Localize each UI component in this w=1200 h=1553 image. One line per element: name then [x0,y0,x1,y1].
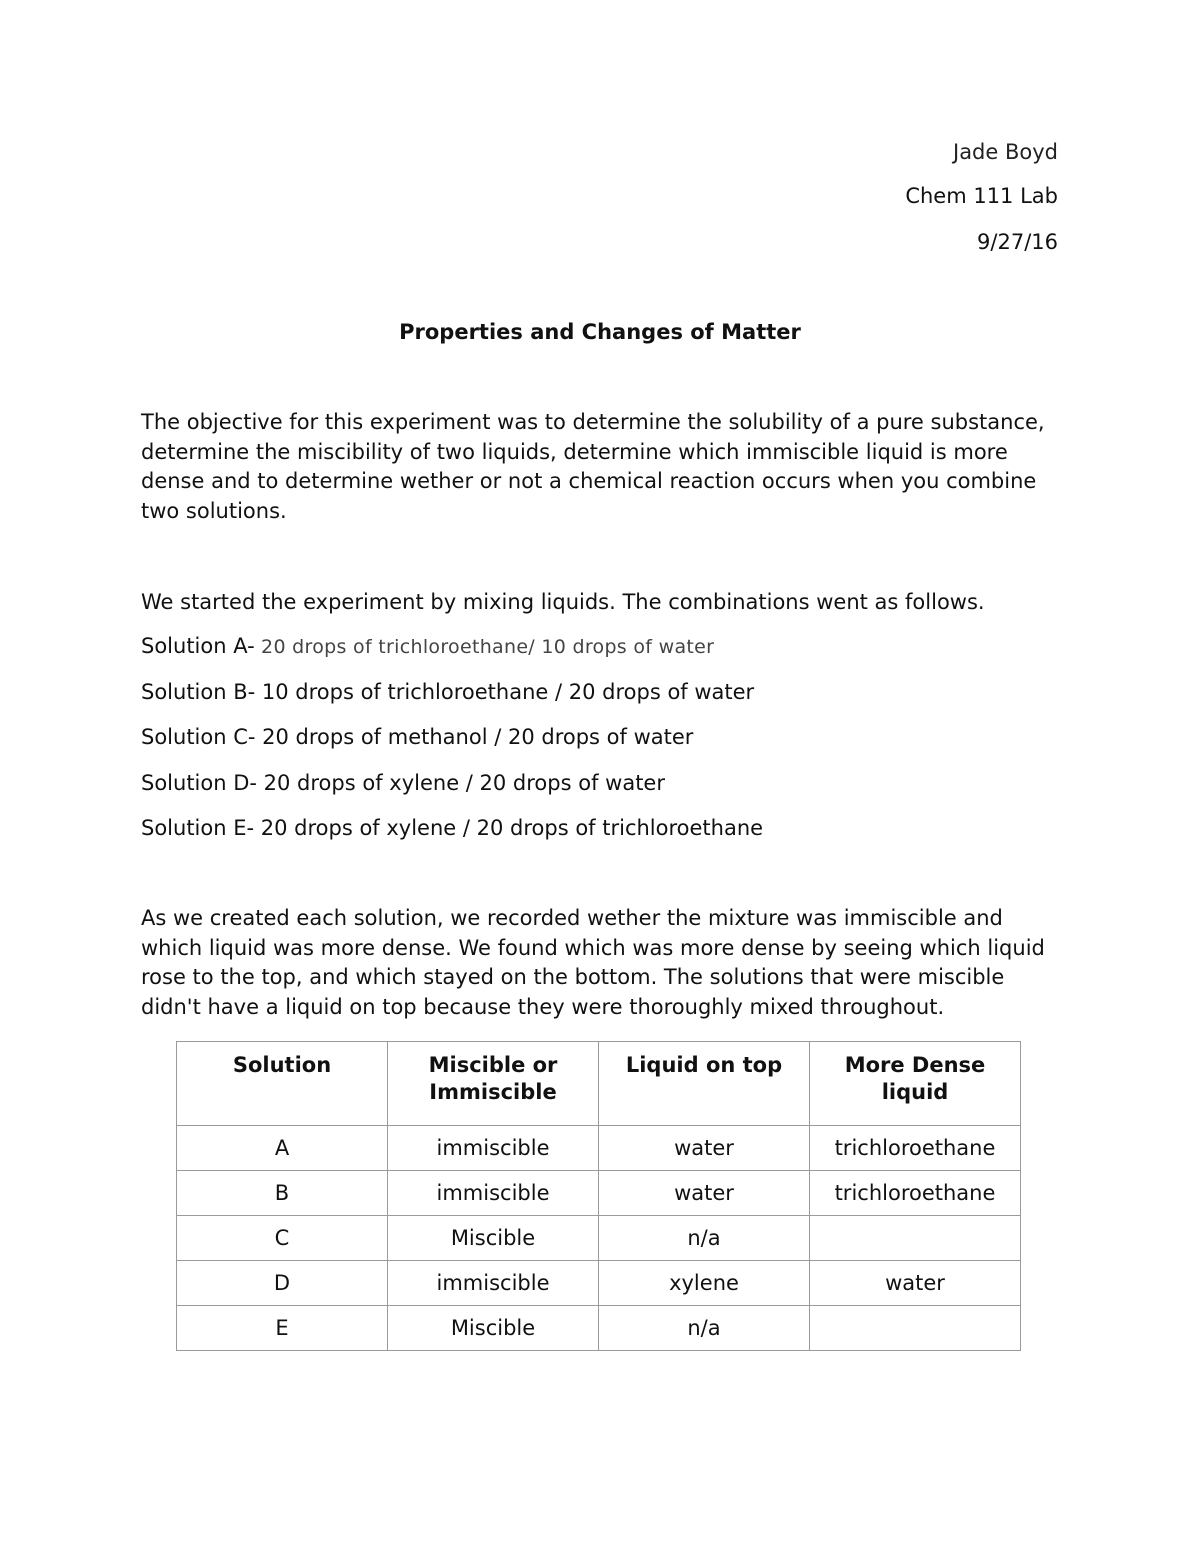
header-miscibility: Miscible or Immiscible [388,1042,599,1126]
cell-liquid-on-top: water [599,1126,810,1171]
cell-miscibility: immiscible [388,1171,599,1216]
cell-miscibility: Miscible [388,1306,599,1351]
cell-liquid-on-top: n/a [599,1216,810,1261]
course-name: Chem 111 Lab [905,184,1058,208]
cell-liquid-on-top: n/a [599,1306,810,1351]
cell-solution: C [177,1216,388,1261]
cell-more-dense: trichloroethane [810,1126,1021,1171]
cell-liquid-on-top: xylene [599,1261,810,1306]
results-table [176,1041,1021,1351]
solution-label: Solution B- [141,679,256,704]
cell-solution: E [177,1306,388,1351]
solution-desc: 20 drops of trichloroethane/ 10 drops of water [254,636,715,658]
cell-miscibility: immiscible [388,1261,599,1306]
solution-desc: 10 drops of trichloroethane / 20 drops of water [255,679,755,704]
solution-item-e [141,816,763,862]
solution-label: Solution D- [141,770,257,795]
solution-desc: 20 drops of methanol / 20 drops of water [255,725,694,749]
table-header-row [177,1042,1021,1126]
page-title: Properties and Changes of Matter [399,320,801,344]
solution-item-d [141,771,763,817]
header-solution: Solution [177,1042,388,1126]
solution-label: Solution C- [141,725,256,749]
author-name: Jade Boyd [953,140,1058,164]
solution-desc: 20 drops of xylene / 20 drops of water [256,770,665,795]
cell-more-dense: water [810,1261,1021,1306]
solution-label: Solution A- [141,634,255,658]
report-date: 9/27/16 [977,230,1058,254]
solution-item-b [141,680,763,726]
cell-miscibility: Miscible [388,1216,599,1261]
header-more-dense: More Dense liquid [810,1042,1021,1126]
intro-paragraph: We started the experiment by mixing liquids. The combinations went as follows. [141,590,985,614]
table-row [177,1261,1021,1306]
solution-desc: 20 drops of xylene / 20 drops of trichloroethane [254,816,764,840]
table-row [177,1171,1021,1216]
header-liquid-on-top: Liquid on top [599,1042,810,1126]
solution-label: Solution E- [141,816,255,840]
table-row [177,1126,1021,1171]
table-row [177,1216,1021,1261]
cell-more-dense: trichloroethane [810,1171,1021,1216]
cell-miscibility: immiscible [388,1126,599,1171]
table-row [177,1306,1021,1351]
solutions-list [141,634,763,862]
cell-liquid-on-top: water [599,1171,810,1216]
cell-more-dense [810,1306,1021,1351]
cell-more-dense [810,1216,1021,1261]
closing-paragraph: As we created each solution, we recorded wether the mixture was immiscible and which liquid was more dense. We found which was more dense by seeing which liquid rose to the top, and which stayed on the bottom. The solutions that were miscible didn't have a liquid on top because they were thoroughly mixed throughout. [141,906,1045,1019]
solution-item-c [141,725,763,771]
objective-paragraph: The objective for this experiment was to determine the solubility of a pure substance, determine the miscibility of two liquids, determine which immiscible liquid is more dense and to determine wether or not a chemical reaction occurs when you combine two solutions. [141,410,1045,523]
cell-solution: B [177,1171,388,1216]
cell-solution: D [177,1261,388,1306]
solution-item-a [141,634,763,680]
cell-solution: A [177,1126,388,1171]
